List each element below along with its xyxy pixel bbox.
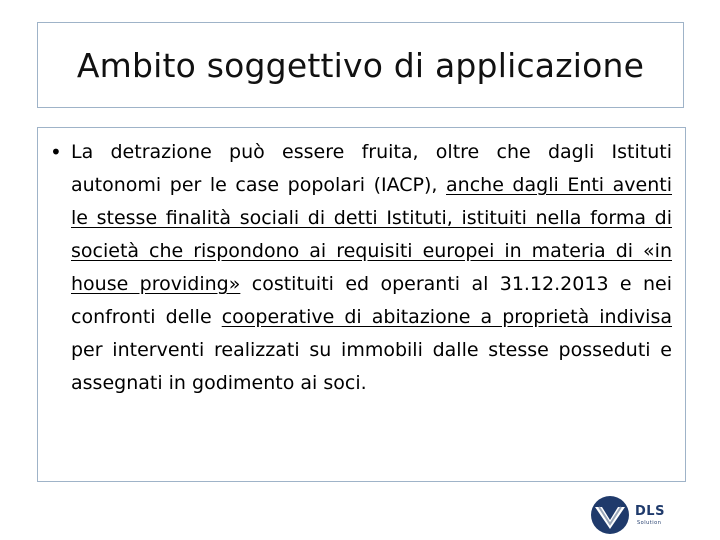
paragraph-text-3: per interventi realizzati su immobili dalle stesse posseduti e assegnati in godimento ai soci. [71,339,672,394]
title-box [37,22,684,108]
dls-logo [588,493,678,537]
content-box [37,127,686,482]
bullet-marker: • [50,140,62,164]
paragraph-text-2: costituiti ed operanti al 31.12.2013 e nei confronti delle [71,273,672,328]
bullet-paragraph [71,136,672,400]
logo-subtext: Solution [637,520,662,526]
paragraph-text-1: La detrazione può essere fruita, oltre che dagli Istituti autonomi per le case popolari (IACP), [71,141,672,196]
logo-text: DLS [635,504,665,519]
underlined-text-cooperative: cooperative di abitazione a proprietà indivisa [221,306,672,328]
dls-logo-icon [588,493,632,537]
slide-title: Ambito soggettivo di applicazione [76,45,645,85]
underlined-text-enti: anche dagli Enti aventi le stesse finalità sociali di detti Istituti, istituiti nella forma di società che rispondono ai requisiti europei in materia di «in house providing» [71,174,672,295]
